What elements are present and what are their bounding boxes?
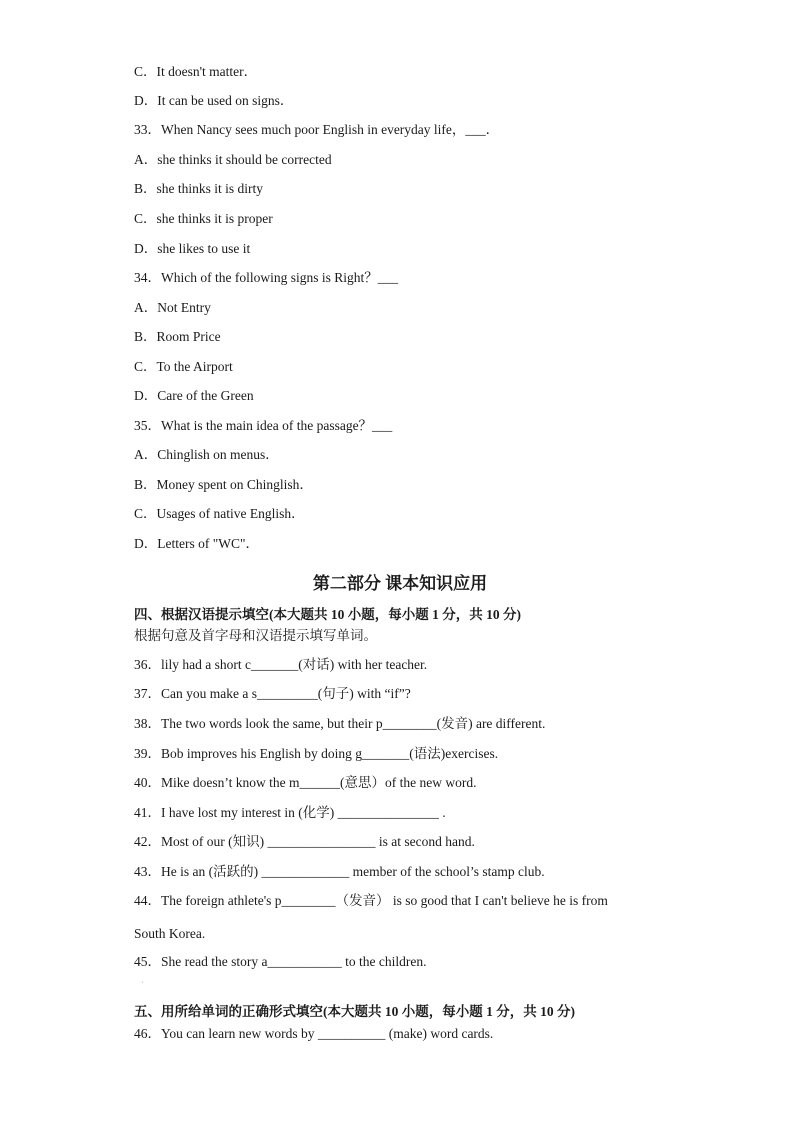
fill-item: 40．Mike doesn’t know the m______(意思）of the new word.: [134, 775, 477, 790]
option-line: C．she thinks it is proper: [134, 211, 273, 226]
section-instruction: 根据句意及首字母和汉语提示填写单词。: [134, 628, 377, 643]
option-line: C．To the Airport: [134, 359, 233, 374]
fill-item: 37．Can you make a s_________(句子) with “if”?: [134, 686, 411, 701]
option-line: [134, 63, 257, 81]
option-line: B．Money spent on Chinglish．: [134, 477, 313, 492]
option-line: D．she likes to use it: [134, 241, 251, 256]
option-line: B．she thinks it is dirty: [134, 181, 264, 196]
option-text: C．It doesn't matter．: [134, 64, 258, 79]
option-line: [134, 92, 293, 110]
question-text: 33．When Nancy sees much poor English in everyday life，___．: [134, 122, 500, 137]
fill-item: 41．I have lost my interest in (化学) _______________ .: [134, 805, 446, 820]
fill-item: 36．lily had a short c_______(对话) with her teacher.: [134, 657, 428, 672]
fill-item: 42．Most of our (知识) ________________ is at second hand.: [134, 834, 475, 849]
fill-item-continuation: South Korea.: [134, 926, 206, 941]
option-line: D．Care of the Green: [134, 388, 254, 403]
option-line: A．Chinglish on menus．: [134, 447, 279, 462]
section-title: 五、用所给单词的正确形式填空(本大题共 10 小题，每小题 1 分，共 10 分): [134, 1004, 575, 1019]
option-line: C．Usages of native English．: [134, 506, 305, 521]
fill-item: 44．The foreign athlete's p________（发音） is so good that I can't believe he is from: [134, 893, 608, 908]
fill-item: 45．She read the story a___________ to the children.: [134, 954, 427, 969]
section-title: 四、根据汉语提示填空(本大题共 10 小题，每小题 1 分，共 10 分): [134, 607, 521, 622]
fill-item: 43．He is an (活跃的) _____________ member of the school’s stamp club.: [134, 864, 545, 879]
question-text: 34．Which of the following signs is Right？___: [134, 270, 398, 285]
option-line: D．Letters of "WC"．: [134, 536, 259, 551]
question-text: 35．What is the main idea of the passage？___: [134, 418, 393, 433]
part-two-heading: 第二部分 课本知识应用: [312, 574, 488, 593]
option-line: A．Not Entry: [134, 300, 211, 315]
option-line: A．she thinks it should be corrected: [134, 152, 332, 167]
fill-item: 39．Bob improves his English by doing g_______(语法)exercises.: [134, 746, 499, 761]
fill-item: 46．You can learn new words by __________ (make) word cards.: [134, 1026, 494, 1041]
option-line: B．Room Price: [134, 329, 221, 344]
option-text: D．It can be used on signs．: [134, 93, 294, 108]
fill-item: 38．The two words look the same, but their p________(发音) are different.: [134, 716, 546, 731]
stray-mark: ·: [141, 978, 144, 987]
